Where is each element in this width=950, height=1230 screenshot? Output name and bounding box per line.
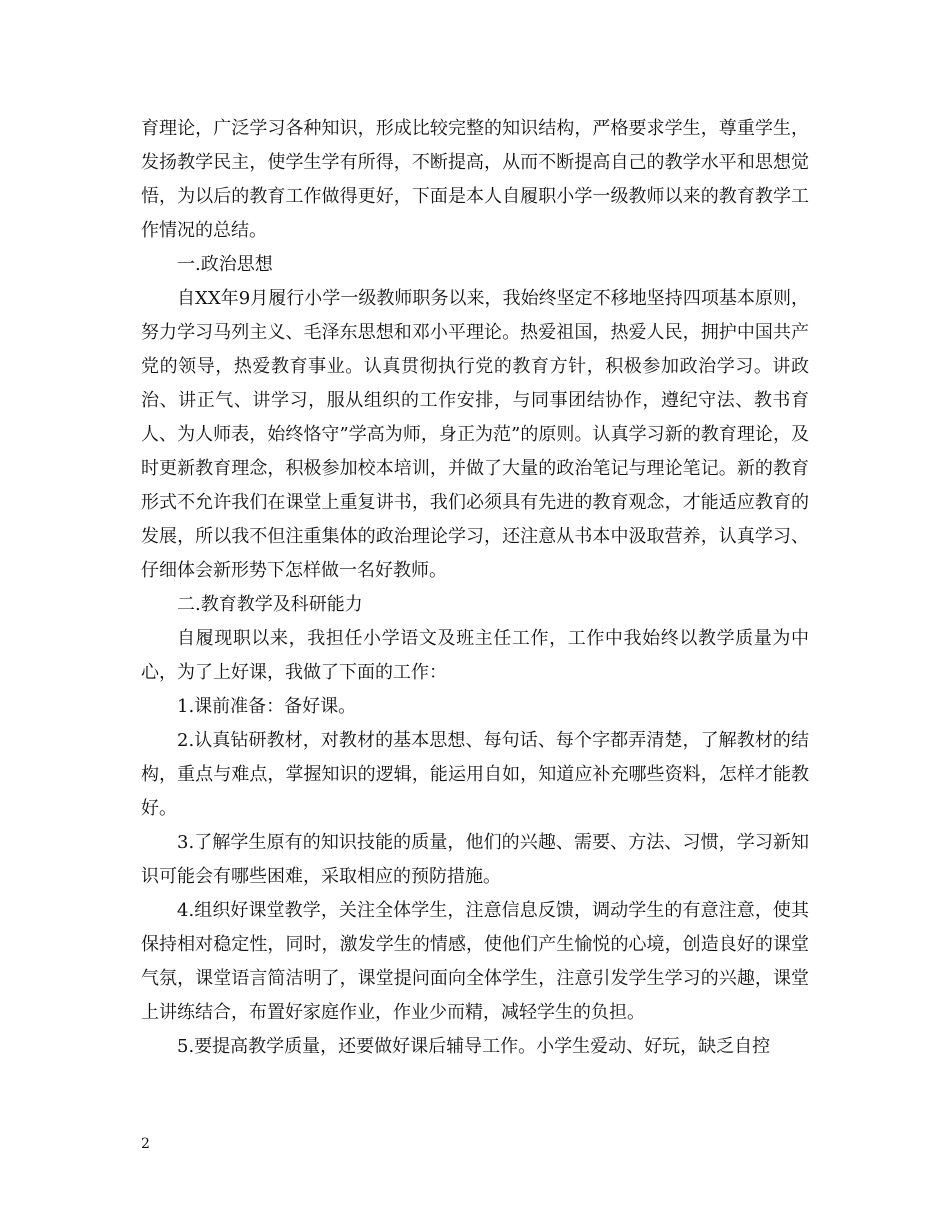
list-item: 2.认真钻研教材，对教材的基本思想、每句话、每个字都弄清楚，了解教材的结构，重点与难点，掌握知识的逻辑，能运用自如，知道应补充哪些资料，怎样才能教好。 bbox=[141, 730, 809, 819]
list-item: 4.组织好课堂教学，关注全体学生，注意信息反馈，调动学生的有意注意，使其保持相对稳定性，同时，激发学生的情感，使他们产生愉悦的心境，创造良好的课堂气氛，课堂语言简洁明了，课堂提问面向全体学生，注意引发学生学习的兴趣，课堂上讲练结合，布置好家庭作业，作业少而精，减轻学生的负担。 bbox=[141, 900, 809, 1023]
list-item: 1.课前准备：备好课。 bbox=[177, 696, 357, 717]
paragraph: 自履现职以来，我担任小学语文及班主任工作，工作中我始终以教学质量为中心，为了上好课，我做了下面的工作： bbox=[141, 628, 809, 683]
paragraph: 育理论，广泛学习各种知识，形成比较完整的知识结构，严格要求学生，尊重学生，发扬教学民主，使学生学有所得，不断提高，从而不断提高自己的教学水平和思想觉悟，为以后的教育工作做得更好，下面是本人自履职小学一级教师以来的教育教学工作情况的总结。 bbox=[141, 118, 809, 241]
document-body bbox=[141, 112, 809, 1064]
list-item: 3.了解学生原有的知识技能的质量，他们的兴趣、需要、方法、习惯，学习新知识可能会有哪些困难，采取相应的预防措施。 bbox=[141, 832, 809, 887]
page-number: 2 bbox=[141, 1136, 150, 1152]
section-heading: 一.政治思想 bbox=[177, 254, 273, 275]
list-item: 5.要提高教学质量，还要做好课后辅导工作。小学生爱动、好玩，缺乏自控 bbox=[177, 1036, 771, 1057]
section-heading: 二.教育教学及科研能力 bbox=[177, 594, 363, 615]
paragraph: 自XX年9月履行小学一级教师职务以来，我始终坚定不移地坚持四项基本原则，努力学习马列主义、毛泽东思想和邓小平理论。热爱祖国，热爱人民，拥护中国共产党的领导，热爱教育事业。认真贯彻执行党的教育方针，积极参加政治学习。讲政治、讲正气、讲学习，服从组织的工作安排，与同事团结协作，遵纪守法、教书育人、为人师表，始终恪守”学高为师，身正为范”的原则。认真学习新的教育理论，及时更新教育理念，积极参加校本培训，并做了大量的政治笔记与理论笔记。新的教育形式不允许我们在课堂上重复讲书，我们必须具有先进的教育观念，才能适应教育的发展，所以我不但注重集体的政治理论学习，还注意从书本中汲取营养，认真学习、仔细体会新形势下怎样做一名好教师。 bbox=[141, 288, 809, 581]
